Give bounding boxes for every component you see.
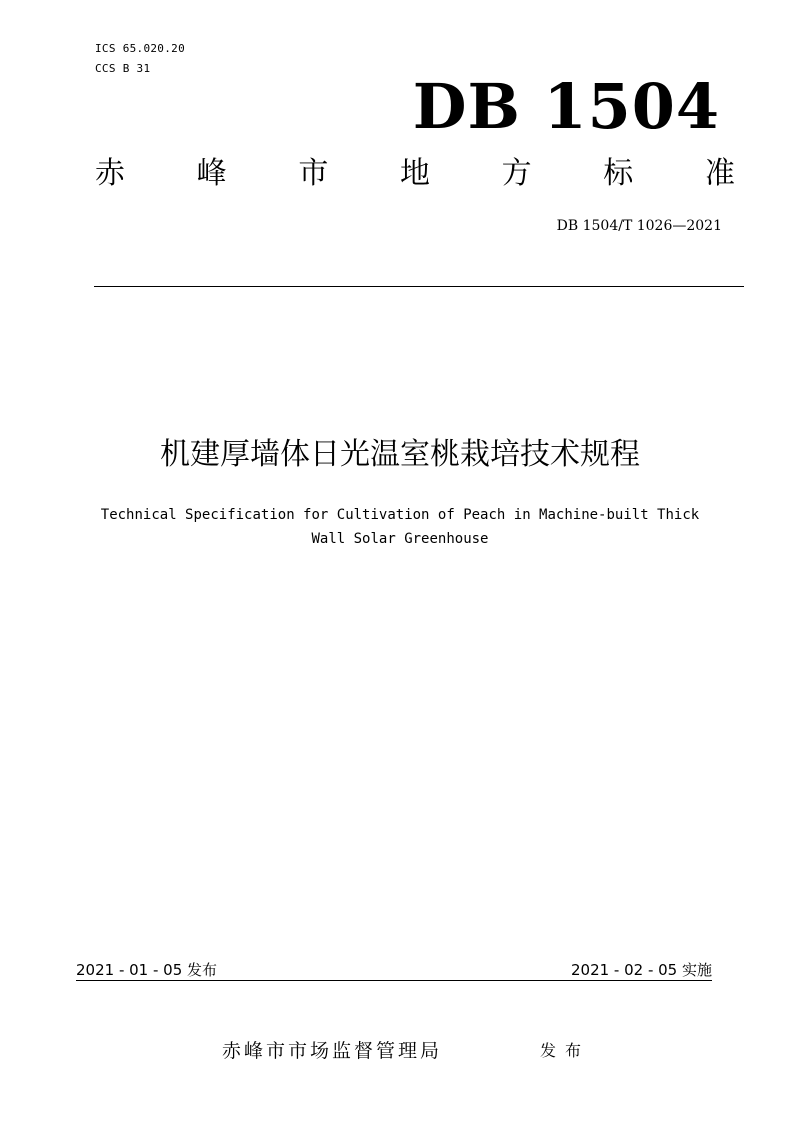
issuing-authority: 赤峰市市场监督管理局 [222, 1040, 443, 1062]
date-row [76, 960, 712, 981]
db-code-heading: DB 1504 [412, 70, 720, 143]
standard-type-char: 方 [501, 156, 532, 191]
standard-number: DB 1504/T 1026—2021 [556, 218, 722, 234]
standard-type-char: 赤 [95, 156, 125, 191]
title-chinese: 机建厚墙体日光温室桃栽培技术规程 [160, 437, 640, 472]
header-divider [94, 286, 744, 287]
title-english [40, 503, 760, 551]
title-english-line: Wall Solar Greenhouse [311, 531, 489, 547]
effective-date: 2021 - 02 - 05 实施 [570, 961, 712, 979]
standard-type-char: 准 [704, 156, 735, 191]
standard-type-char: 峰 [196, 156, 227, 191]
title-english-line: Technical Specification for Cultivation of Peach in Machine-built Thick [100, 507, 700, 523]
issue-label: 发布 [540, 1041, 591, 1060]
standard-type-char: 市 [298, 156, 329, 191]
ics-code: ICS 65.020.20 [95, 42, 185, 55]
standard-type-label [95, 154, 735, 194]
standard-type-char: 地 [399, 156, 430, 191]
publish-date: 2021 - 01 - 05 发布 [76, 961, 218, 979]
ccs-code: CCS B 31 [95, 62, 151, 75]
standard-type-char: 标 [603, 156, 634, 191]
